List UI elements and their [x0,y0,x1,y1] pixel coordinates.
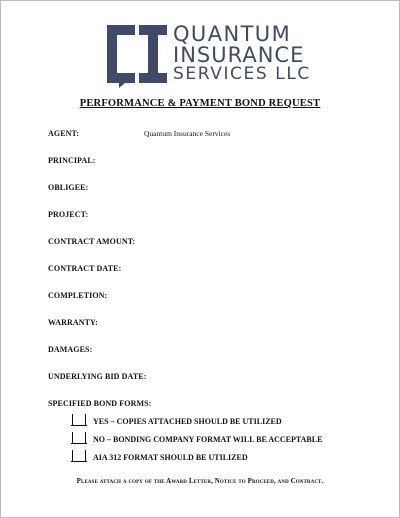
principal-label: PRINCIPAL: [48,156,96,165]
option-yes-label: YES – COPIES ATTACHED SHOULD BE UTILIZED [93,417,282,426]
option-no-checkbox[interactable] [72,432,86,444]
specified-bond-forms-label: SPECIFIED BOND FORMS: [48,399,152,408]
footer-instructions: Please attach a copy of the Award Letter, Notice to Proceed, and Contract. [76,477,324,485]
warranty-label: WARRANTY: [48,318,98,327]
contract-date-label: CONTRACT DATE: [48,264,122,273]
project-label: PROJECT: [48,210,89,219]
contract-amount-label: CONTRACT AMOUNT: [48,237,136,246]
option-no-label: NO – BONDING COMPANY FORMAT WILL BE ACCEPTABLE [93,435,323,444]
option-yes-checkbox[interactable] [72,414,86,426]
logo-mark-icon [105,23,169,89]
damages-label: DAMAGES: [48,345,93,354]
completion-label: COMPLETION: [48,291,108,300]
agent-value: Quantum Insurance Services [144,129,231,138]
page-title: PERFORMANCE & PAYMENT BOND REQUEST [79,98,321,109]
option-aia-label: AIA 312 FORMAT SHOULD BE UTILIZED [93,453,248,462]
logo-line-2: INSURANCE [173,43,305,67]
agent-label: AGENT: [48,129,80,138]
option-aia-checkbox[interactable] [72,450,86,462]
company-logo [105,22,311,89]
logo-line-3: SERVICES LLC [173,64,311,84]
obligee-label: OBLIGEE: [48,183,89,192]
underlying-bid-date-label: UNDERLYING BID DATE: [48,372,147,381]
logo-line-1: QUANTUM [173,22,292,46]
